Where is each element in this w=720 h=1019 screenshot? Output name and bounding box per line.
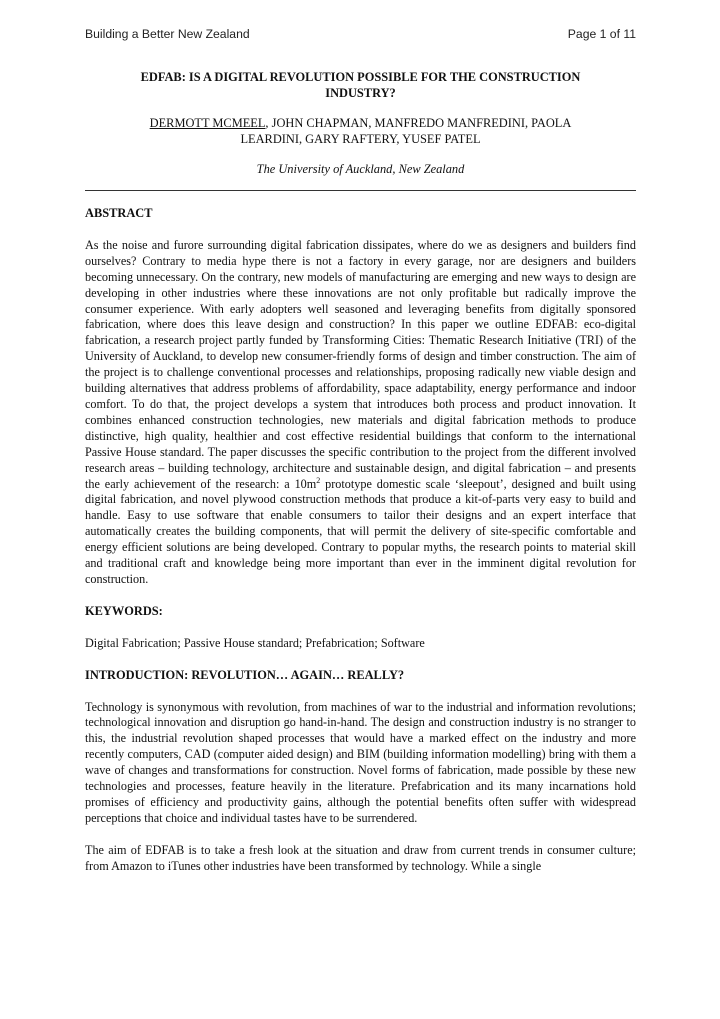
abstract-text-part-1: As the noise and furore surrounding digital fabrication dissipates, where do we as designers and builders find ourselves? Contrary to media hype there is not a factory in every garage, nor are designers and builders becoming unnecessary. On the contrary, new models of manufacturing are emerging and new ways to design are developing in other industries where these innovations are not only profitable but radically improve the consumer experience. With early adopters well seasoned and leveraging benefits from digitally sponsored fabrication, where does this leave design and construction? In this paper we outline EDFAB: eco-digital fabrication, a research project partly funded by Transforming Cities: Thematic Research Initiative (TRI) of the University of Auckland, to develop new consumer-friendly forms of design and timber construction. The aim of the project is to challenge conventional processes and relationships, proposing radically new viable design and building alternatives that address problems of affordability, space adaptability, energy performance and indoor comfort. To do that, the project develops a system that introduces both process and product innovation. It combines enhanced construction technologies, new materials and digital fabrication methods to produce distinctive, high quality, healthier and cost effective residential buildings that conform to the international Passive House standard. The paper discusses the specific contribution to the project from the different involved research areas – building technology, architecture and sustainable design, and digital fabrication – and presents the early achievement of the research: a 10m [85, 237, 636, 491]
title-line-2: INDUSTRY? [325, 86, 396, 100]
authors-rest-line-1: , JOHN CHAPMAN, MANFREDO MANFREDINI, PAOLA [265, 116, 572, 130]
abstract-text-part-2: prototype domestic scale ‘sleepout’, designed and built using digital fabrication, and novel plywood construction methods that produce a kit-of-parts very easy to build and handle. Easy to use software that enable consumers to tailor their designs and an expert interface that automatically creates the building components, that will permit the delivery of site-specific comfortable and energy efficient solutions are being developed. Contrary to popular myths, the research points to material skill and traditional craft and knowledge being more important than ever in the imminent digital revolution for construction. [85, 476, 636, 586]
author-list [85, 115, 636, 147]
introduction-heading: INTRODUCTION: REVOLUTION… AGAIN… REALLY? [85, 667, 405, 682]
abstract-paragraph [85, 238, 636, 588]
running-title: Building a Better New Zealand [85, 27, 250, 41]
keywords-heading: KEYWORDS: [85, 603, 163, 618]
authors-line-2: LEARDINI, GARY RAFTERY, YUSEF PATEL [240, 132, 481, 146]
presenting-author: DERMOTT MCMEEL [149, 116, 266, 130]
keywords-text: Digital Fabrication; Passive House standard; Prefabrication; Software [85, 635, 425, 650]
paper-title [85, 69, 636, 101]
title-line-1: EDFAB: IS A DIGITAL REVOLUTION POSSIBLE FOR THE CONSTRUCTION [140, 70, 581, 84]
body-column [85, 206, 636, 891]
abstract-heading: ABSTRACT [85, 206, 153, 220]
running-header [85, 27, 636, 41]
introduction-paragraph-2: The aim of EDFAB is to take a fresh look at the situation and draw from current trends in consumer culture; from Amazon to iTunes other industries have been transformed by technology. While a single [85, 842, 636, 873]
page-number: Page 1 of 11 [567, 27, 636, 41]
affiliation: The University of Auckland, New Zealand [256, 162, 465, 176]
introduction-paragraph-1: Technology is synonymous with revolution, from machines of war to the industrial and information revolutions; technological innovation and disruption go hand-in-hand. The design and construction industry is no stranger to this, the industrial revolution shaped processes that would have a marked effect on the industry and more recently computers, CAD (computer aided design) and BIM (building information modelling) bring with them a wave of changes and transformations for construction. Novel forms of fabrication, made possible by these new technologies and processes, feature heavily in the literature. Prefabrication and its many incarnations hold promises of efficiency and productivity gains, although the potential benefits often suffer with widespread perceptions that choice and individual tastes have to be surrendered. [85, 699, 636, 825]
authors-line-1 [85, 115, 636, 131]
header-divider [85, 190, 636, 191]
squared-superscript: 2 [316, 475, 321, 485]
